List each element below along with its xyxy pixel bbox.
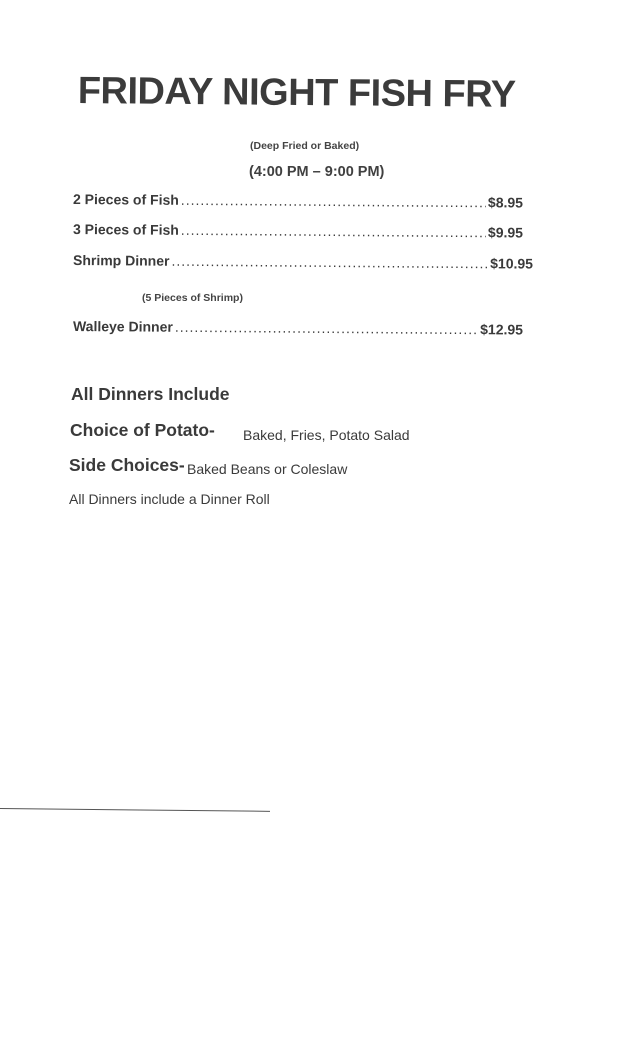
menu-item-price: $8.95 <box>487 194 524 211</box>
dot-leader <box>175 319 478 337</box>
serving-hours: (4:00 PM – 9:00 PM) <box>249 164 385 180</box>
dot-leader <box>181 222 486 240</box>
menu-item <box>73 252 533 276</box>
menu-item-price: $12.95 <box>480 321 524 338</box>
dinner-roll-note: All Dinners include a Dinner Roll <box>69 491 270 507</box>
menu-item <box>73 221 523 245</box>
menu-item <box>73 191 523 215</box>
dot-leader <box>171 253 488 271</box>
side-choice-options: Baked Beans or Coleslaw <box>187 461 348 477</box>
menu-item-name: 2 Pieces of Fish <box>72 191 179 208</box>
menu-item <box>73 318 523 342</box>
dot-leader <box>181 192 486 210</box>
potato-choice-label: Choice of Potato- <box>70 420 215 440</box>
menu-item-name: 3 Pieces of Fish <box>72 221 179 238</box>
includes-heading: All Dinners Include <box>71 384 230 404</box>
menu-title: FRIDAY NIGHT FISH FRY <box>77 70 516 116</box>
menu-item-name: Shrimp Dinner <box>72 252 170 269</box>
menu-item-price: $10.95 <box>490 255 534 272</box>
menu-item-price: $9.95 <box>487 224 524 241</box>
scan-artifact-line <box>0 808 270 812</box>
side-choice-label: Side Choices- <box>69 455 185 475</box>
shrimp-note: (5 Pieces of Shrimp) <box>142 292 243 304</box>
menu-item-name: Walleye Dinner <box>72 318 173 335</box>
potato-choice-options: Baked, Fries, Potato Salad <box>243 427 410 443</box>
preparation-note: (Deep Fried or Baked) <box>250 140 360 152</box>
